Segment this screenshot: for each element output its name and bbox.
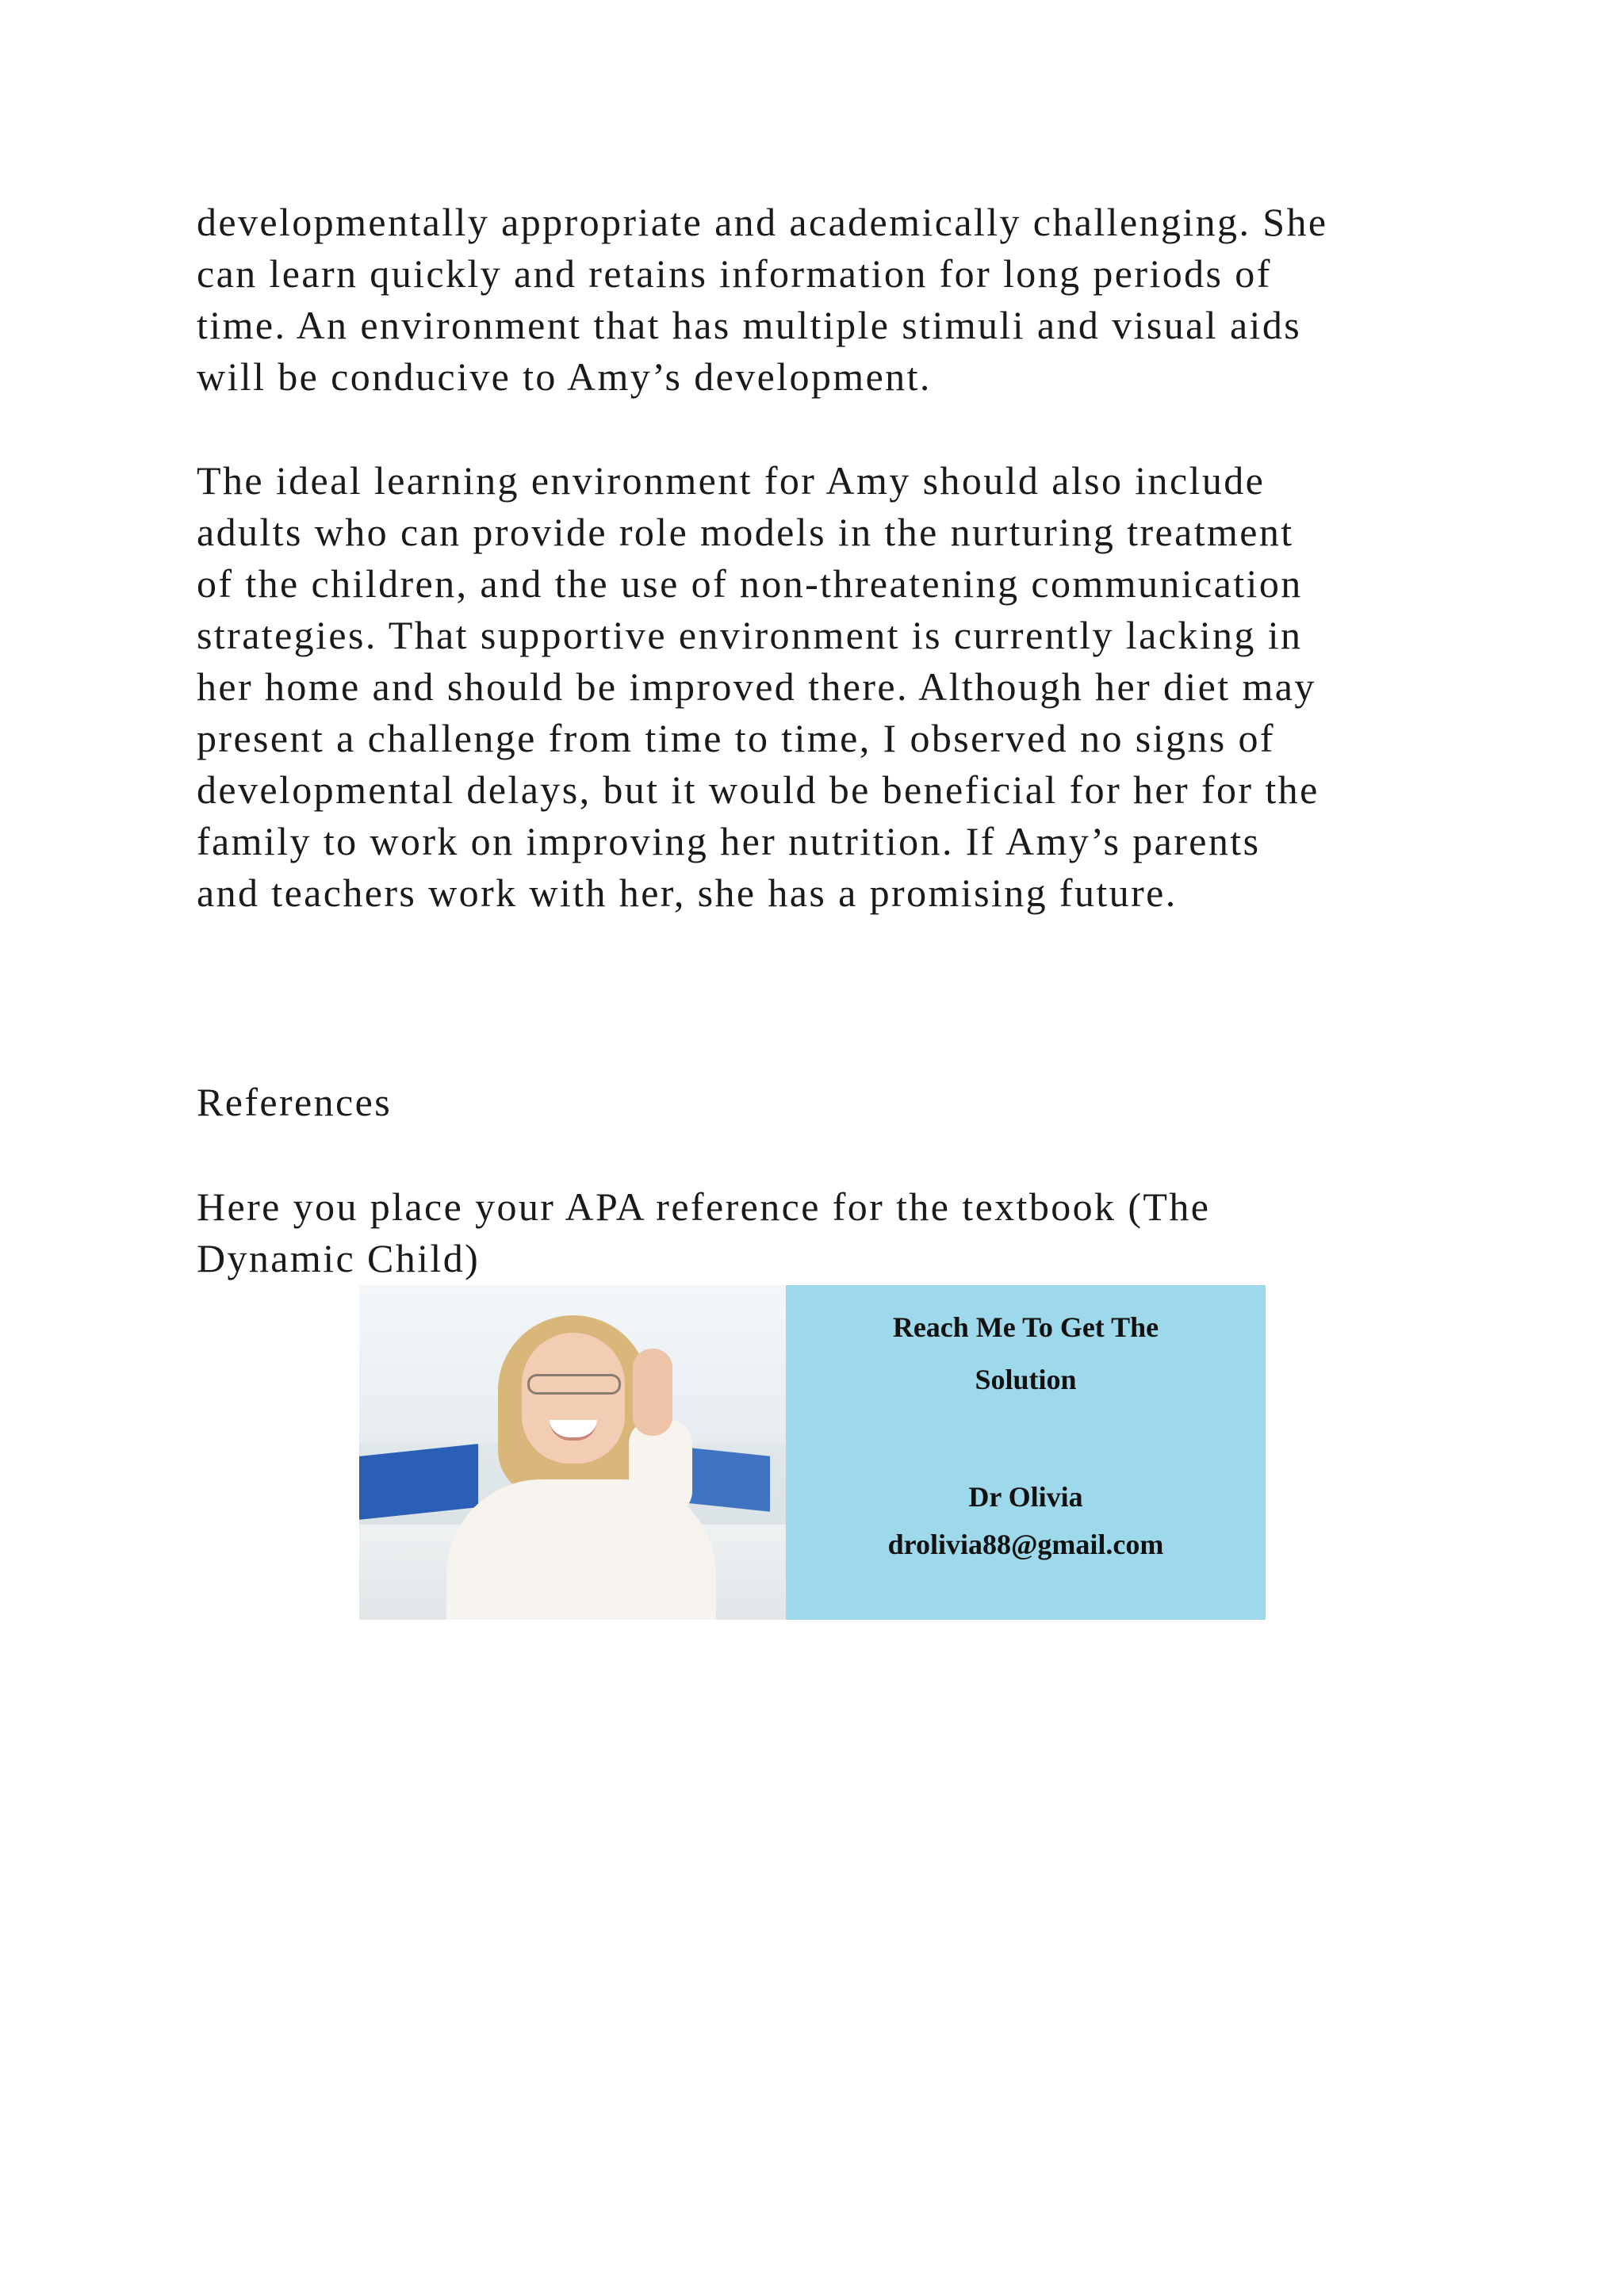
text-line: family to work on improving her nutrition. If Amy’s parents: [197, 819, 1261, 863]
contact-headline: Reach Me To Get The: [892, 1311, 1159, 1343]
photo-blue-chair: [683, 1447, 770, 1512]
text-line: and teachers work with her, she has a promising future.: [197, 871, 1178, 915]
text-line: The ideal learning environment for Amy should also include: [197, 458, 1266, 503]
text-line: time. An environment that has multiple stimuli and visual aids: [197, 303, 1302, 347]
contact-banner: [359, 1285, 1266, 1620]
woman-photo: [359, 1285, 786, 1620]
text-line: her home and should be improved there. Although her diet may: [197, 664, 1316, 709]
text-line: developmentally appropriate and academically challenging. She: [197, 200, 1328, 244]
person-face: [522, 1333, 625, 1464]
contact-email: drolivia88@gmail.com: [887, 1529, 1164, 1560]
reference-entry: [197, 1181, 1465, 1284]
photo-blue-chair: [359, 1444, 478, 1520]
references-heading: References: [197, 1080, 393, 1124]
text-line: developmental delays, but it would be beneficial for her for the: [197, 767, 1320, 812]
text-line: can learn quickly and retains information for long periods of: [197, 251, 1272, 296]
text-line: Dynamic Child): [197, 1236, 481, 1280]
text-line: Here you place your APA reference for the textbook (The: [197, 1184, 1211, 1229]
text-line: strategies. That supportive environment is currently lacking in: [197, 613, 1303, 657]
contact-card: [786, 1285, 1266, 1620]
body-paragraph-1: [197, 197, 1465, 403]
text-line: will be conducive to Amy’s development.: [197, 354, 932, 399]
glasses-icon: [527, 1374, 621, 1395]
person-hand: [633, 1349, 672, 1436]
text-line: of the children, and the use of non-threatening communication: [197, 561, 1303, 606]
contact-name: Dr Olivia: [968, 1481, 1083, 1513]
contact-headline: Solution: [975, 1364, 1077, 1395]
body-paragraph-2: [197, 455, 1465, 919]
text-line: adults who can provide role models in the nurturing treatment: [197, 510, 1294, 554]
text-line: present a challenge from time to time, I observed no signs of: [197, 716, 1275, 760]
